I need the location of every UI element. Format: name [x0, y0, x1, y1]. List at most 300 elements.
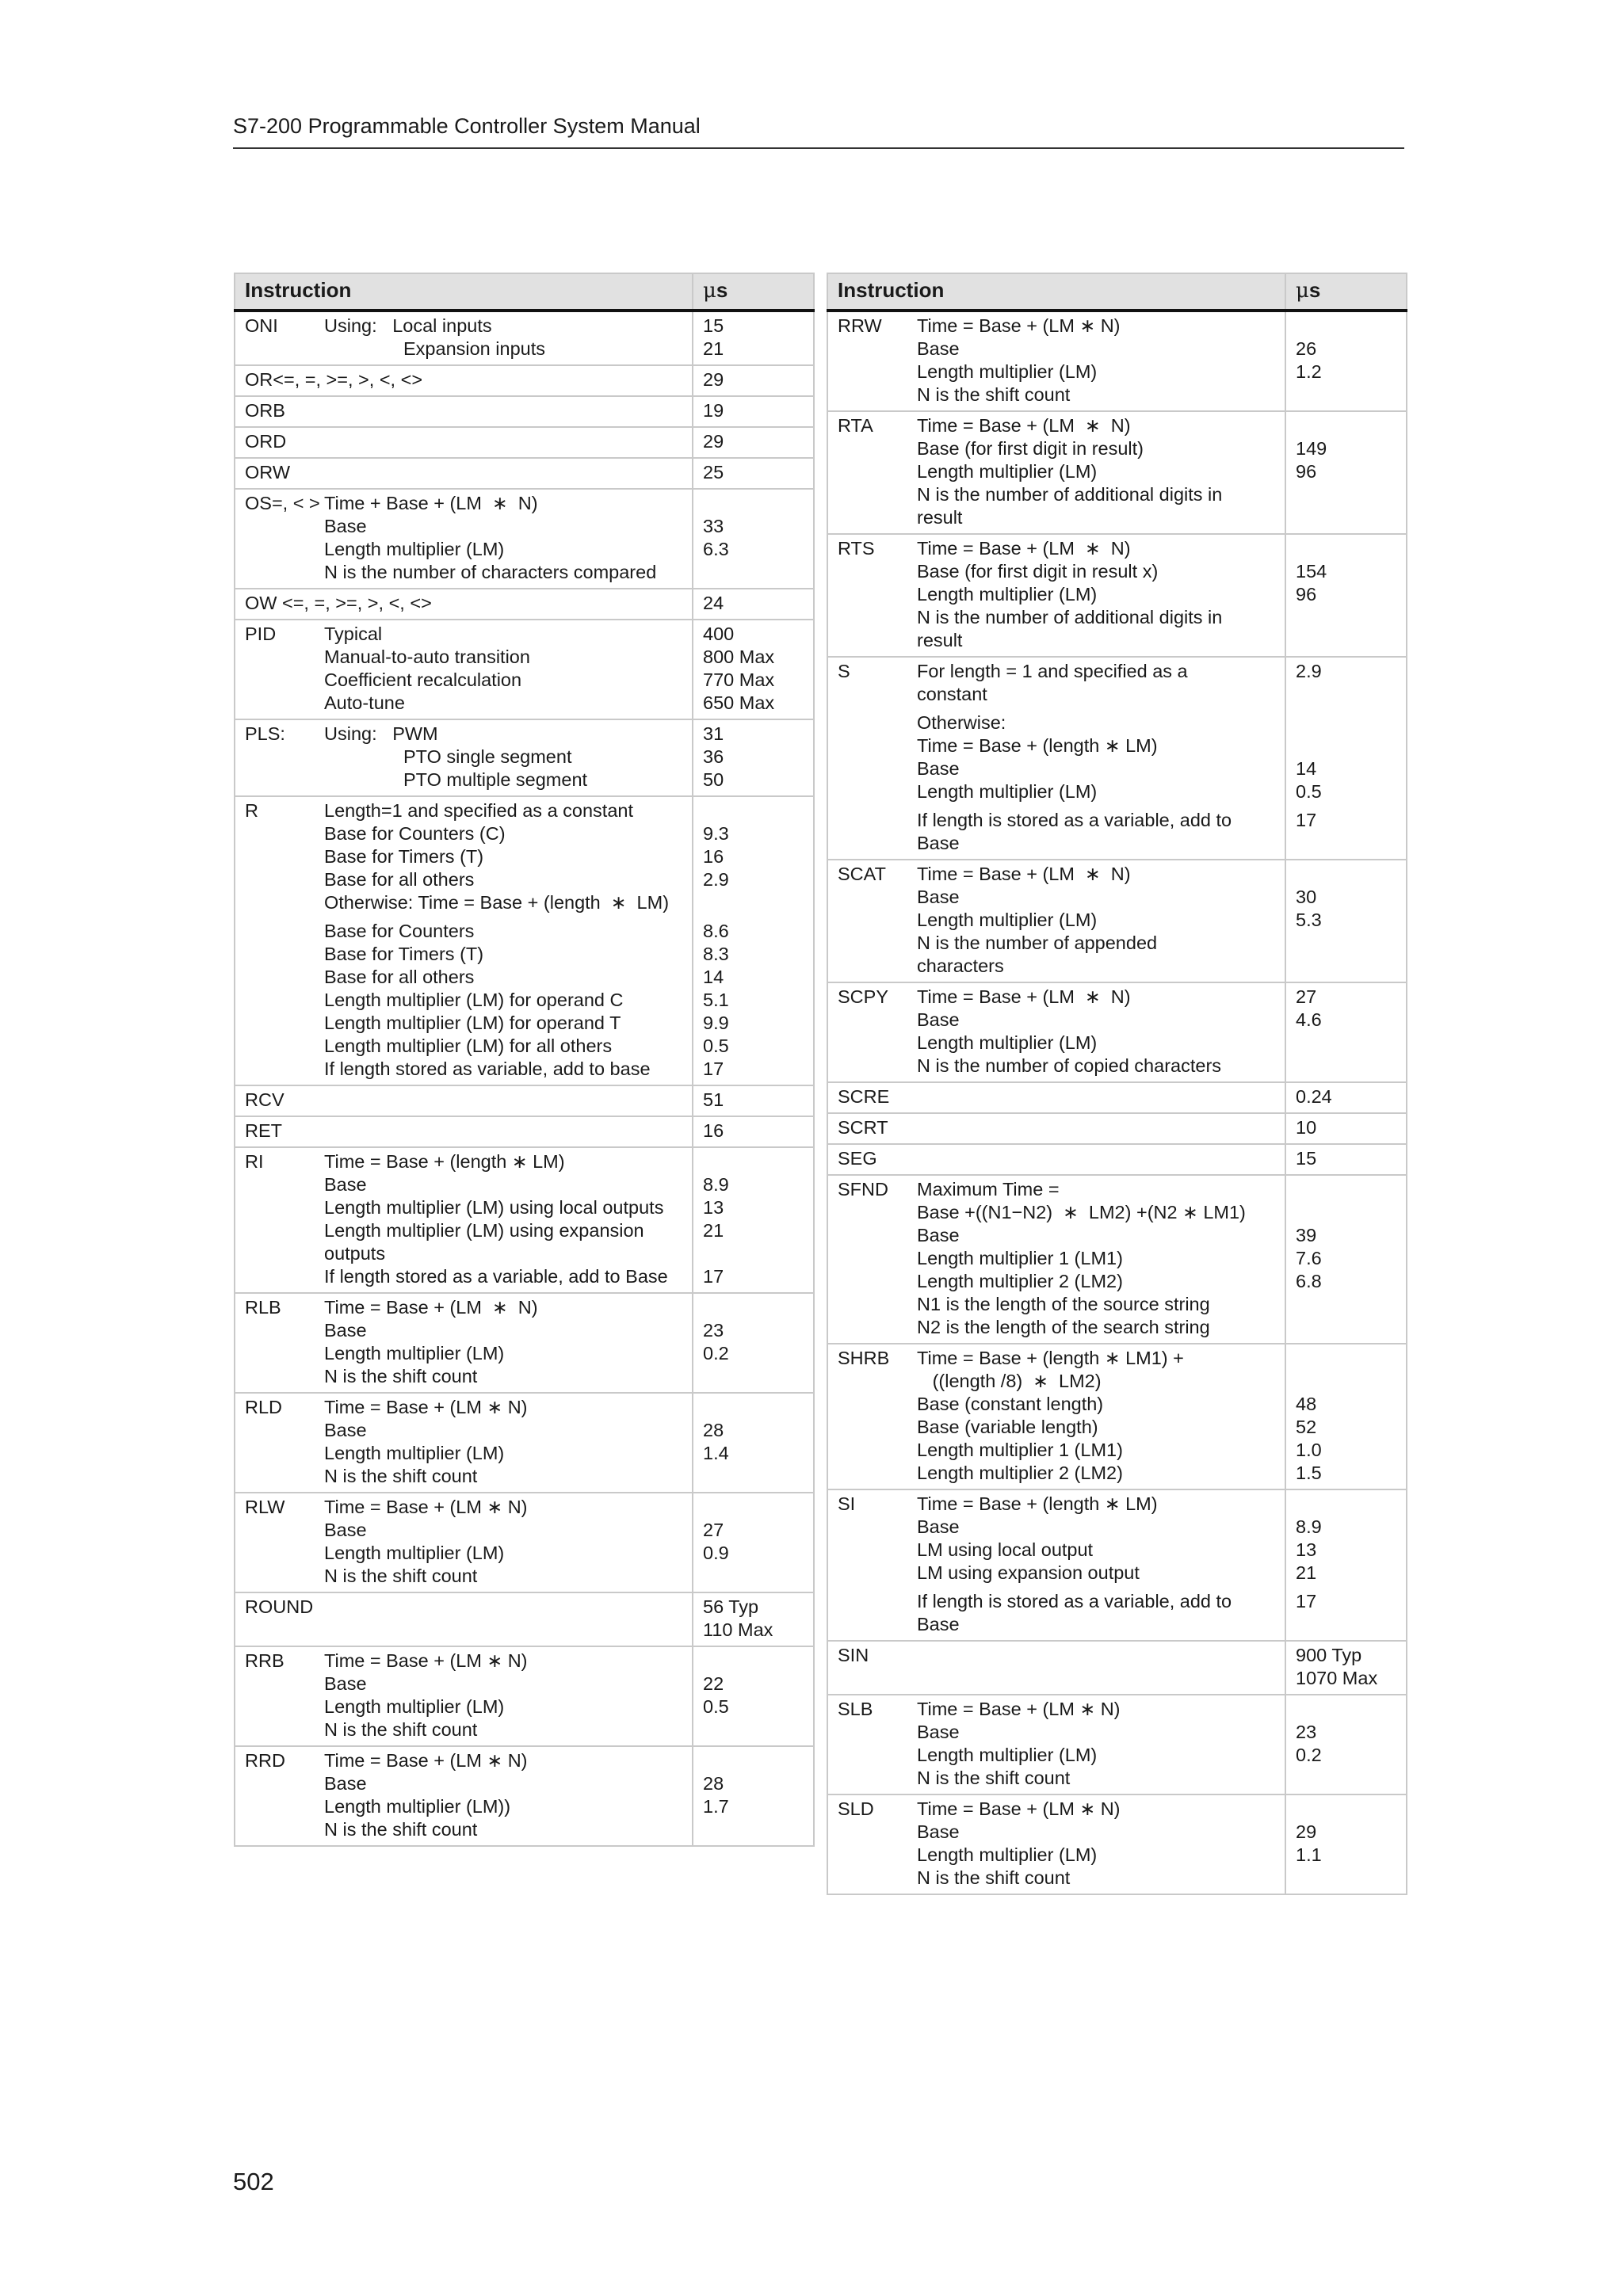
description-line: Base: [917, 1516, 960, 1537]
time-value: 26: [1296, 338, 1317, 359]
time-value: [1296, 1698, 1396, 1721]
description-line: Base for Timers (T): [324, 944, 484, 964]
description-line: Length multiplier (LM): [917, 361, 1098, 382]
time-value: 24: [703, 593, 724, 613]
time-value: 29: [1296, 1821, 1317, 1842]
instruction-name: RLD: [245, 1397, 283, 1417]
time-cell: [1285, 1113, 1407, 1144]
time-cell: [1285, 311, 1407, 411]
instruction-cell: [235, 1147, 693, 1293]
time-value: [1296, 1178, 1396, 1201]
instruction-name: ONI: [245, 315, 278, 336]
time-cell: [693, 1746, 814, 1846]
description-line: Base: [917, 338, 960, 359]
time-value: 1.4: [703, 1443, 729, 1463]
instruction-block: [838, 1347, 1275, 1485]
time-value: [1296, 629, 1396, 652]
time-value: 800 Max: [703, 646, 775, 667]
table-header-row: [235, 273, 814, 311]
description-line: Time = Base + (LM ∗ N): [917, 986, 1131, 1007]
instruction-cell: [827, 1344, 1285, 1489]
description-line: For length = 1 and specified as a: [917, 661, 1188, 681]
table-row: [827, 982, 1407, 1082]
instruction-name: ORD: [245, 431, 287, 452]
instruction-block: [838, 537, 1275, 652]
time-value: [1296, 1201, 1396, 1224]
time-cell: [693, 365, 814, 396]
time-value: 2.9: [703, 869, 729, 890]
instruction-block: [245, 623, 682, 715]
time-value: 8.9: [1296, 1516, 1322, 1537]
description-line: N is the shift count: [324, 1466, 478, 1486]
table-row: [235, 796, 814, 1085]
time-value: [703, 1150, 804, 1173]
instruction-cell: [235, 1646, 693, 1746]
table-row: [235, 1746, 814, 1846]
time-value: [1296, 1867, 1396, 1890]
time-value: 28: [703, 1420, 724, 1440]
table-row: [235, 1646, 814, 1746]
description-line: characters: [917, 955, 1004, 976]
instruction-block: [245, 368, 682, 391]
description-line: Length multiplier (LM) using local outputs: [324, 1197, 664, 1218]
time-cell: [693, 1116, 814, 1147]
time-value: 16: [703, 846, 724, 867]
instruction-block: [245, 1089, 682, 1112]
time-cell: [693, 1646, 814, 1746]
time-cell: [693, 1085, 814, 1116]
instruction-block: [838, 1644, 1275, 1667]
table-row: [827, 411, 1407, 534]
description-line: N is the number of characters compared: [324, 562, 657, 582]
instruction-cell: [235, 1293, 693, 1393]
instruction-cell: [235, 620, 693, 719]
instruction-block: [838, 1698, 1275, 1790]
instruction-cell: [827, 411, 1285, 534]
description-line: N is the shift count: [324, 1366, 478, 1386]
table-row: [235, 1293, 814, 1393]
table-row: [827, 1113, 1407, 1144]
instruction-name: OR<=, =, >=, >, <, <>: [245, 369, 423, 390]
time-value: 27: [1296, 986, 1317, 1007]
time-value: [1296, 1370, 1396, 1393]
instruction-block: [245, 315, 682, 360]
time-value: 4.6: [1296, 1009, 1322, 1030]
description-line: Length multiplier (LM) for operand T: [324, 1013, 621, 1033]
instruction-block: [838, 414, 1275, 529]
description-line: Time = Base + (length ∗ LM1) +: [917, 1348, 1184, 1368]
time-value: [1296, 1055, 1396, 1077]
time-value: 0.2: [703, 1343, 729, 1363]
instruction-name: RI: [245, 1151, 264, 1172]
time-value: 39: [1296, 1225, 1317, 1245]
instruction-cell: [827, 982, 1285, 1082]
instruction-name: SIN: [838, 1645, 869, 1665]
description-line: Using: Local inputs: [324, 315, 492, 336]
description-line: result: [917, 507, 963, 528]
time-value: [1296, 734, 1396, 757]
line-spacer: [917, 803, 1275, 809]
description-line: Length multiplier (LM): [324, 1343, 505, 1363]
instruction-block: [245, 492, 682, 584]
instruction-name: RRB: [245, 1650, 285, 1671]
instruction-cell: [235, 427, 693, 458]
time-value: 5.3: [1296, 910, 1322, 930]
instruction-block: [245, 1650, 682, 1741]
time-value: 14: [703, 967, 724, 987]
description-line: Time = Base + (LM ∗ N): [324, 1750, 528, 1771]
table-row: [827, 657, 1407, 860]
instruction-block: [838, 1798, 1275, 1890]
time-value: 9.9: [703, 1013, 729, 1033]
line-spacer: [1296, 1585, 1396, 1590]
description-line: Manual-to-auto transition: [324, 646, 530, 667]
description-line: Length multiplier (LM): [917, 461, 1098, 482]
description-line: Base (constant length): [917, 1394, 1104, 1414]
time-value: [1296, 1032, 1396, 1055]
description-line: Base for Counters (C): [324, 823, 506, 844]
time-cell: [693, 1293, 814, 1393]
instruction-cell: [827, 1144, 1285, 1175]
description-line: Base +((N1−N2) ∗ LM2) +(N2 ∗ LM1): [917, 1202, 1246, 1222]
line-spacer: [917, 706, 1275, 711]
instruction-cell: [827, 1695, 1285, 1794]
description-line: constant: [917, 684, 987, 704]
description-line: Base for all others: [324, 967, 475, 987]
instruction-block: [245, 723, 682, 791]
instruction-description: [324, 799, 682, 1081]
instruction-name: RRW: [838, 315, 882, 336]
time-cell: [693, 620, 814, 719]
time-value: 6.3: [703, 539, 729, 559]
time-value: 30: [1296, 887, 1317, 907]
time-value: 21: [1296, 1562, 1317, 1583]
time-value: [1296, 315, 1396, 338]
description-line: N is the number of additional digits in: [917, 484, 1223, 505]
description-line: Time = Base + (LM ∗ N): [324, 1297, 538, 1318]
description-line: N is the shift count: [324, 1566, 478, 1586]
time-value: 1.1: [1296, 1844, 1322, 1865]
instruction-cell: [235, 1116, 693, 1147]
instruction-name: RTA: [838, 415, 873, 436]
instruction-description: [324, 1150, 682, 1288]
description-line: Length multiplier (LM): [324, 539, 505, 559]
description-line: Base: [917, 1821, 960, 1842]
description-line: Length multiplier 1 (LM1): [917, 1440, 1123, 1460]
time-value: 25: [703, 462, 724, 482]
instruction-name: SLD: [838, 1798, 874, 1819]
description-line: Time = Base + (LM ∗ N): [917, 315, 1121, 336]
instruction-block: [838, 315, 1275, 406]
line-spacer: [703, 914, 804, 920]
time-value: [703, 1496, 804, 1519]
instruction-cell: [827, 860, 1285, 982]
time-value: 19: [703, 400, 724, 421]
description-line: LM using expansion output: [917, 1562, 1140, 1583]
instruction-cell: [827, 1113, 1285, 1144]
description-line: Length multiplier (LM): [917, 910, 1098, 930]
instruction-block: [245, 430, 682, 453]
instruction-cell: [827, 1641, 1285, 1695]
description-line: Length=1 and specified as a constant: [324, 800, 633, 821]
instruction-name: ORB: [245, 400, 285, 421]
time-cell: [693, 458, 814, 489]
description-line: Expansion inputs: [403, 338, 545, 359]
time-value: [703, 1718, 804, 1741]
time-value: [703, 1650, 804, 1672]
description-line: N is the number of appended: [917, 933, 1158, 953]
instruction-block: [245, 461, 682, 484]
description-line: Time = Base + (LM ∗ N): [324, 1650, 528, 1671]
table-row: [827, 1082, 1407, 1113]
time-value: [703, 1396, 804, 1419]
page-header-title: S7-200 Programmable Controller System Manual: [233, 114, 701, 138]
time-value: 0.9: [703, 1543, 729, 1563]
line-spacer: [1296, 803, 1396, 809]
instruction-block: [245, 799, 682, 1081]
description-line: outputs: [324, 1243, 386, 1264]
description-line: Length multiplier 2 (LM2): [917, 1271, 1123, 1291]
description-line: Time = Base + (LM ∗ N): [324, 1397, 528, 1417]
table-row: [235, 1147, 814, 1293]
instruction-description: [917, 863, 1275, 978]
time-value: [703, 799, 804, 822]
description-line: Base: [324, 1174, 367, 1195]
time-value: 29: [703, 431, 724, 452]
description-line: Base: [324, 1773, 367, 1794]
time-value: [703, 1242, 804, 1265]
time-value: [1296, 414, 1396, 437]
time-value: [703, 492, 804, 515]
time-value: 8.6: [703, 921, 729, 941]
description-line: If length stored as a variable, add to Base: [324, 1266, 668, 1287]
description-line: N is the shift count: [917, 1867, 1071, 1888]
instruction-name: RLB: [245, 1297, 281, 1318]
description-line: Typical: [324, 624, 383, 644]
time-value: 400: [703, 624, 735, 644]
description-line: Time + Base + (LM ∗ N): [324, 493, 538, 513]
table-row: [827, 1144, 1407, 1175]
time-value: 13: [703, 1197, 724, 1218]
instruction-name: SCPY: [838, 986, 888, 1007]
description-line: Time = Base + (length ∗ LM): [917, 735, 1158, 756]
time-value: 21: [703, 1220, 724, 1241]
instruction-cell: [235, 396, 693, 427]
time-value: 17: [1296, 1591, 1317, 1611]
instruction-description: [324, 1496, 682, 1588]
instruction-cell: [235, 1592, 693, 1646]
instruction-cell: [235, 1746, 693, 1846]
table-row: [827, 311, 1407, 411]
time-value: 900 Typ: [1296, 1645, 1362, 1665]
description-line: N is the number of additional digits in: [917, 607, 1223, 627]
time-value: 0.5: [703, 1035, 729, 1056]
instruction-description: [917, 986, 1275, 1077]
time-cell: [693, 396, 814, 427]
description-line: Base: [917, 1225, 960, 1245]
description-line: Length multiplier (LM): [917, 584, 1098, 605]
instruction-description: [324, 1296, 682, 1388]
time-value: 15: [1296, 1148, 1317, 1169]
time-cell: [693, 489, 814, 589]
time-value: [1296, 683, 1396, 706]
time-value: [703, 1818, 804, 1841]
description-line: Base: [324, 516, 367, 536]
description-line: Base for Timers (T): [324, 846, 484, 867]
table-body-right: [827, 311, 1407, 1894]
time-value: 56 Typ: [703, 1596, 759, 1617]
time-cell: [693, 1493, 814, 1592]
description-line: Time = Base + (LM ∗ N): [324, 1497, 528, 1517]
column-header-time: [1285, 273, 1407, 311]
instruction-block: [245, 1150, 682, 1288]
table-row: [827, 860, 1407, 982]
description-line: Length multiplier 1 (LM1): [917, 1248, 1123, 1268]
time-value: 650 Max: [703, 692, 775, 713]
time-value: 2.9: [1296, 661, 1322, 681]
instruction-block: [245, 1596, 682, 1619]
time-value: 48: [1296, 1394, 1317, 1414]
description-line: Time = Base + (length ∗ LM): [917, 1493, 1158, 1514]
instruction-description: [917, 1493, 1275, 1636]
time-value: 96: [1296, 461, 1317, 482]
instruction-name: RTS: [838, 538, 875, 559]
instruction-block: [245, 1496, 682, 1588]
time-value: [1296, 1293, 1396, 1316]
description-line: Using: PWM: [324, 723, 438, 744]
time-value: 0.5: [703, 1696, 729, 1717]
time-value: 10: [1296, 1117, 1317, 1138]
time-value: 28: [703, 1773, 724, 1794]
instruction-description: [917, 1347, 1275, 1485]
time-value: 13: [1296, 1539, 1317, 1560]
time-value: 0.2: [1296, 1745, 1322, 1765]
description-line: Base: [917, 1722, 960, 1742]
time-cell: [1285, 657, 1407, 860]
instruction-name: RET: [245, 1120, 282, 1141]
time-value: [1296, 1493, 1396, 1516]
instruction-cell: [235, 365, 693, 396]
description-line: Time = Base + (LM ∗ N): [917, 415, 1131, 436]
time-cell: [693, 1147, 814, 1293]
instruction-block: [245, 1119, 682, 1142]
instruction-name: RCV: [245, 1089, 285, 1110]
time-cell: [1285, 1344, 1407, 1489]
instruction-name: SHRB: [838, 1348, 890, 1368]
instruction-name: RRD: [245, 1750, 285, 1771]
time-value: 14: [1296, 758, 1317, 779]
instruction-name: R: [245, 800, 258, 821]
time-value: [1296, 1347, 1396, 1370]
table-row: [827, 1695, 1407, 1794]
time-value: 154: [1296, 561, 1327, 582]
description-line: Otherwise: Time = Base + (length ∗ LM): [324, 892, 670, 913]
time-value: [1296, 863, 1396, 886]
instruction-block: [838, 1085, 1275, 1108]
time-value: 15: [703, 315, 724, 336]
instruction-description: [324, 723, 682, 791]
line-spacer: [917, 1585, 1275, 1590]
time-value: 1.5: [1296, 1463, 1322, 1483]
instruction-cell: [235, 1493, 693, 1592]
time-value: 22: [703, 1673, 724, 1694]
time-value: 1.7: [703, 1796, 729, 1817]
time-value: 1070 Max: [1296, 1668, 1378, 1688]
time-value: 33: [703, 516, 724, 536]
time-value: [703, 891, 804, 914]
instruction-name: SLB: [838, 1699, 873, 1719]
time-value: 50: [703, 769, 724, 790]
time-value: 27: [703, 1520, 724, 1540]
time-value: [1296, 1798, 1396, 1821]
time-value: 0.24: [1296, 1086, 1332, 1107]
instruction-name: RLW: [245, 1497, 285, 1517]
instruction-description: [324, 315, 682, 360]
time-value: 770 Max: [703, 669, 775, 690]
time-cell: [1285, 1641, 1407, 1695]
instruction-description: [324, 1396, 682, 1488]
table-row: [235, 365, 814, 396]
description-line: Base: [324, 1320, 367, 1341]
description-line: Base: [917, 887, 960, 907]
time-cell: [1285, 982, 1407, 1082]
description-line: Base (for first digit in result): [917, 438, 1144, 459]
table-row: [235, 489, 814, 589]
description-line: Length multiplier (LM) using expansion: [324, 1220, 644, 1241]
table-row: [235, 396, 814, 427]
description-line: ((length /8) ∗ LM2): [917, 1371, 1102, 1391]
time-value: 51: [703, 1089, 724, 1110]
mu-symbol: μ: [703, 279, 716, 303]
time-value: [703, 1749, 804, 1772]
instruction-cell: [235, 311, 693, 365]
table-row: [235, 1085, 814, 1116]
table-row: [827, 1489, 1407, 1641]
time-value: 17: [703, 1266, 724, 1287]
column-header-instruction: Instruction: [827, 273, 1285, 311]
seconds-symbol: s: [716, 278, 728, 302]
description-line: Base for all others: [324, 869, 475, 890]
instruction-block: [245, 399, 682, 422]
instruction-name: SCAT: [838, 864, 886, 884]
instruction-cell: [235, 719, 693, 796]
time-cell: [1285, 1695, 1407, 1794]
instruction-cell: [827, 534, 1285, 657]
instruction-block: [838, 986, 1275, 1077]
description-line: If length stored as variable, add to base: [324, 1058, 651, 1079]
time-cell: [1285, 411, 1407, 534]
table-header-row: [827, 273, 1407, 311]
time-value: 96: [1296, 584, 1317, 605]
description-line: Length multiplier (LM) for operand C: [324, 990, 624, 1010]
time-value: [703, 1365, 804, 1388]
description-line: Base: [917, 1009, 960, 1030]
time-cell: [1285, 860, 1407, 982]
time-value: 17: [1296, 810, 1317, 830]
description-line: Time = Base + (LM ∗ N): [917, 538, 1131, 559]
page-number: 502: [233, 2168, 274, 2195]
description-line: Base: [324, 1420, 367, 1440]
time-cell: [693, 1592, 814, 1646]
description-line: Base: [324, 1520, 367, 1540]
time-cell: [1285, 1144, 1407, 1175]
table-row: [235, 427, 814, 458]
description-line: Length multiplier (LM): [324, 1443, 505, 1463]
table-row: [235, 719, 814, 796]
instruction-description: [917, 537, 1275, 652]
description-line: N is the shift count: [324, 1819, 478, 1840]
time-cell: [1285, 534, 1407, 657]
